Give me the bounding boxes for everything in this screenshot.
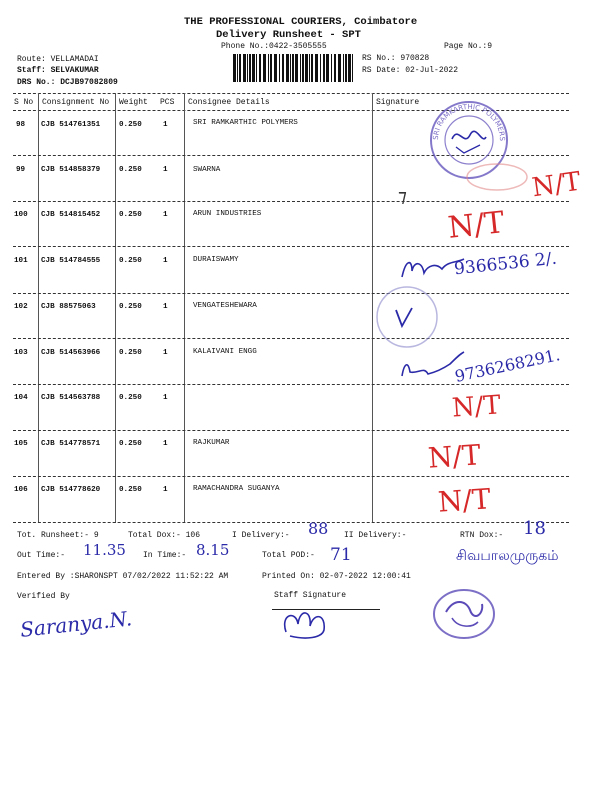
row-consignee: DURAISWAMY (193, 256, 239, 264)
barcode-bar (326, 54, 329, 82)
printed-on: Printed On: 02-07-2022 12:00:41 (262, 572, 411, 581)
barcode-bar (305, 54, 308, 82)
barcode-bar (270, 54, 272, 82)
phone-note-101: 9366536 2/. (453, 248, 558, 280)
barcode-bar (243, 54, 246, 82)
total-dox: Total Dox:- 106 (128, 531, 201, 540)
nt-mark-105: N/T (426, 438, 482, 475)
barcode-bar (292, 54, 294, 82)
i-delivery-label: I Delivery:- (232, 531, 290, 540)
row-weight: 0.250 (119, 257, 142, 265)
faded-stamp (462, 160, 532, 194)
row-consignment: CJB 88575063 (41, 303, 96, 311)
row-weight: 0.250 (119, 486, 142, 494)
row-rule (13, 476, 569, 477)
row-consignee: VENGATESHEWARA (193, 302, 257, 310)
col-sno-header: S No (14, 98, 34, 107)
staff-signature (276, 604, 346, 644)
row-consignment: CJB 514778620 (41, 486, 101, 494)
row-sno: 98 (16, 121, 26, 129)
barcode-bar (279, 54, 280, 82)
row-sno: 103 (14, 349, 28, 357)
row-pcs: 1 (163, 349, 168, 357)
row-rule (13, 246, 569, 247)
row-sno: 99 (16, 166, 26, 174)
barcode-bar (309, 54, 310, 82)
barcode-bar (239, 54, 241, 82)
document-title: Delivery Runsheet - SPT (216, 29, 361, 41)
row-consignment: CJB 514563966 (41, 349, 101, 357)
nt-mark-100: N/T (446, 205, 507, 246)
in-time-label: In Time:- (143, 551, 187, 560)
row-pcs: 1 (163, 166, 168, 174)
row-weight: 0.250 (119, 211, 142, 219)
nt-mark-104: N/T (451, 390, 502, 424)
row-consignee: ARUN INDUSTRIES (193, 210, 262, 218)
row-weight: 0.250 (119, 166, 142, 174)
row-pcs: 1 (163, 257, 168, 265)
row-sno: 101 (14, 257, 28, 265)
col-divider (38, 93, 39, 523)
barcode-bar (311, 54, 313, 82)
row-weight: 0.250 (119, 121, 142, 129)
out-time-value: 11.35 (83, 541, 126, 559)
barcode-bar (334, 54, 336, 82)
barcode-bar (315, 54, 318, 82)
barcode-bar (263, 54, 266, 82)
barcode-bar (282, 54, 284, 82)
row-pcs: 1 (163, 440, 168, 448)
drs-number: DRS No.: DCJB97082809 (17, 78, 118, 87)
barcode-icon (233, 54, 355, 82)
verified-by-label: Verified By (17, 592, 70, 601)
barcode-bar (252, 54, 255, 82)
row-rule (13, 338, 569, 339)
nt-mark-106: N/T (436, 482, 492, 519)
barcode-bar (268, 54, 269, 82)
header-top-rule (13, 93, 569, 94)
row-consignee: SRI RAMKARTHIC POLYMERS (193, 119, 298, 127)
company-name: THE PROFESSIONAL COURIERS, Coimbatore (184, 16, 418, 28)
rtn-dox-value: 18 (523, 518, 546, 539)
row-weight: 0.250 (119, 394, 142, 402)
barcode-bar (302, 54, 304, 82)
row-sno: 106 (14, 486, 28, 494)
row-pcs: 1 (163, 211, 168, 219)
phone-number: Phone No.:0422-3505555 (221, 42, 327, 51)
row-pcs: 1 (163, 121, 168, 129)
barcode-bar (237, 54, 238, 82)
row-consignee: RAJKUMAR (193, 439, 230, 447)
col-weight-header: Weight (119, 98, 148, 107)
rtn-dox-label: RTN Dox:- (460, 531, 504, 540)
row-weight: 0.250 (119, 303, 142, 311)
barcode-bar (343, 54, 344, 82)
row-consignee: KALAIVANI ENGG (193, 348, 257, 356)
barcode-bar (290, 54, 291, 82)
barcode-bar (320, 54, 321, 82)
barcode-bar (286, 54, 289, 82)
row-pcs: 1 (163, 394, 168, 402)
staff-signature-label: Staff Signature (274, 591, 347, 600)
col-consignment-header: Consignment No (42, 98, 110, 107)
rs-number: RS No.: 970828 (362, 54, 430, 63)
barcode-bar (338, 54, 341, 82)
barcode-bar (295, 54, 298, 82)
col-divider (184, 93, 185, 523)
row-consignment: CJB 514784555 (41, 257, 101, 265)
row-weight: 0.250 (119, 349, 142, 357)
barcode-bar (352, 54, 353, 82)
row-consignment: CJB 514563788 (41, 394, 101, 402)
nt-mark-99: N/T (530, 166, 583, 204)
barcode-bar (300, 54, 301, 82)
col-consignee-header: Consignee Details (188, 98, 270, 107)
row-pcs: 1 (163, 303, 168, 311)
row-sno: 100 (14, 211, 28, 219)
in-time-value: 8.15 (196, 541, 230, 559)
row-consignment: CJB 514761351 (41, 121, 101, 129)
rs-date: RS Date: 02-Jul-2022 (362, 66, 459, 75)
col-divider (115, 93, 116, 523)
row-consignment: CJB 514815452 (41, 211, 101, 219)
phone-note-103: 9736268291. (453, 345, 562, 386)
table-bottom-rule (13, 522, 569, 523)
verified-signature: Saranya.N. (19, 606, 134, 642)
row-rule (13, 430, 569, 431)
barcode-bar (247, 54, 248, 82)
route: Route: VELLAMADAI (17, 55, 99, 64)
barcode-bar (331, 54, 332, 82)
row-weight: 0.250 (119, 440, 142, 448)
total-pod-label: Total POD:- (262, 551, 315, 560)
tick-mark: ⁊ (398, 186, 407, 207)
row-consignment: CJB 514858379 (41, 166, 101, 174)
barcode-bar (256, 54, 257, 82)
row-consignee: RAMACHANDRA SUGANYA (193, 485, 280, 493)
row-sno: 105 (14, 440, 28, 448)
total-pod-value: 71 (330, 545, 352, 565)
staff: Staff: SELVAKUMAR (17, 66, 99, 75)
entered-by: Entered By :SHARONSPT 07/02/2022 11:52:22 AM (17, 572, 229, 581)
row-sno: 102 (14, 303, 28, 311)
row-consignee: SWARNA (193, 166, 221, 174)
tamil-handwritten-note: சிவபாலமுருகம் (456, 548, 559, 564)
row-rule (13, 384, 569, 385)
col-signature-header: Signature (376, 98, 420, 107)
row-rule (13, 201, 569, 202)
row-pcs: 1 (163, 486, 168, 494)
row-rule (13, 293, 569, 294)
stamp-text: SRI RAMKARTHIC POLYMERS (431, 102, 507, 142)
barcode-bar (323, 54, 325, 82)
out-time-label: Out Time:- (17, 551, 66, 560)
col-pcs-header: PCS (160, 98, 175, 107)
barcode-bar (345, 54, 347, 82)
barcode-bar (233, 54, 236, 82)
staff-stamp-scribble (424, 578, 504, 646)
row-consignment: CJB 514778571 (41, 440, 101, 448)
faded-stamp-102 (372, 282, 442, 352)
barcode-bar (259, 54, 261, 82)
total-runsheet: Tot. Runsheet:- 9 (17, 531, 99, 540)
ii-delivery-label: II Delivery:- (344, 531, 407, 540)
barcode-bar (274, 54, 277, 82)
page-number: Page No.:9 (444, 42, 493, 51)
row-sno: 104 (14, 394, 28, 402)
i-delivery-value: 88 (308, 519, 329, 538)
barcode-bar (249, 54, 251, 82)
barcode-bar (348, 54, 351, 82)
